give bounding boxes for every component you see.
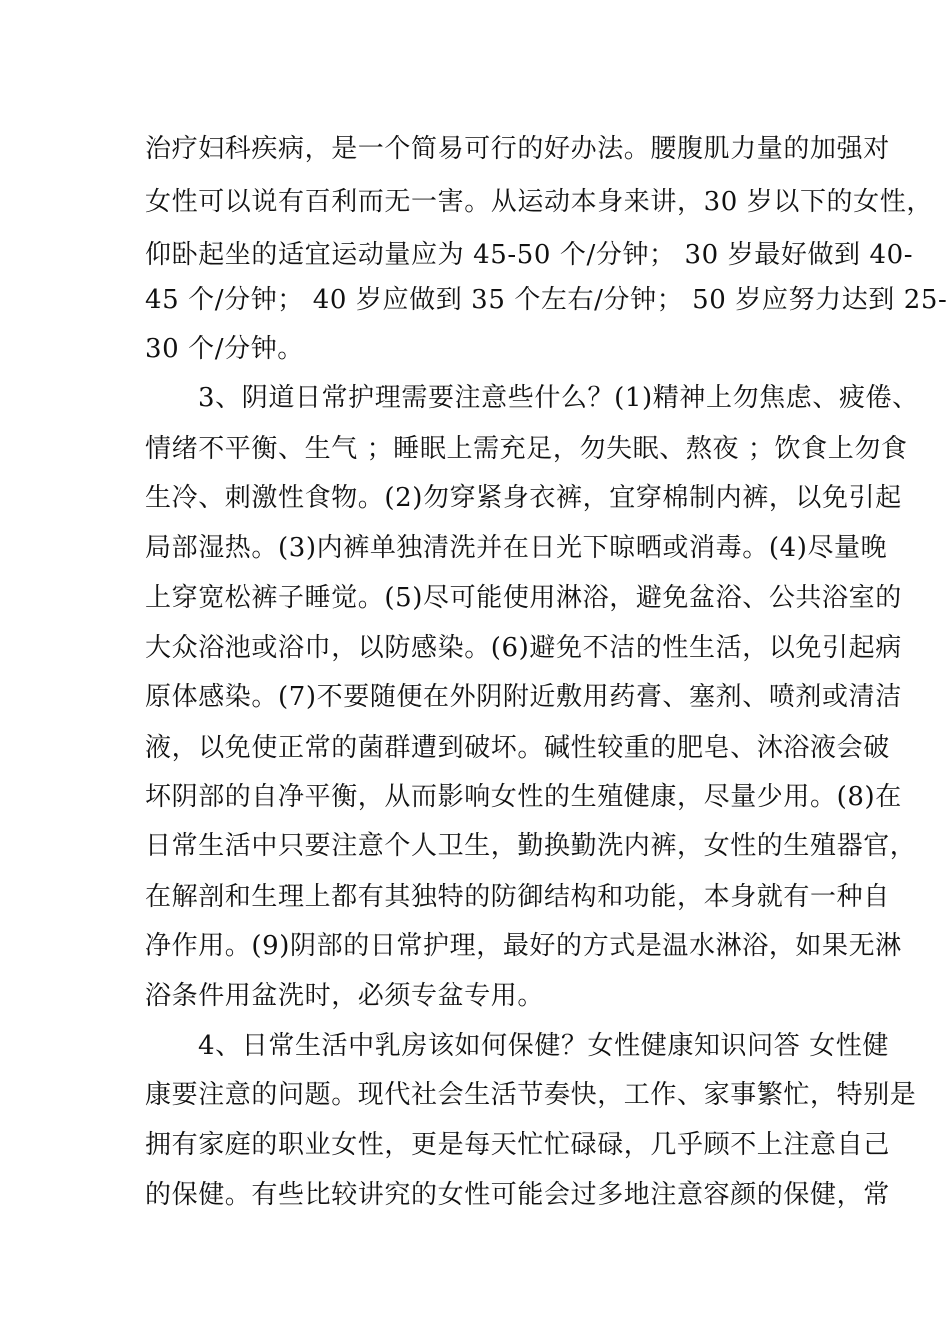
text-line: 净作用。(9)阴部的日常护理，最好的方式是温水淋浴，如果无淋 [145,931,902,961]
text-line: 日常生活中只要注意个人卫生，勤换勤洗内裤，女性的生殖器官， [145,831,917,861]
text-line: 在解剖和生理上都有其独特的防御结构和功能，本身就有一种自 [145,882,890,912]
text-line: 30 个/分钟。 [145,334,304,364]
text-line: 浴条件用盆洗时，必须专盆专用。 [145,981,545,1011]
text-line: 康要注意的问题。现代社会生活节奏快，工作、家事繁忙，特别是 [145,1080,917,1110]
text-line: 情绪不平衡、生气 ；睡眠上需充足，勿失眠、熬夜 ；饮食上勿食 [145,434,908,464]
text-line: 上穿宽松裤子睡觉。(5)尽可能使用淋浴，避免盆浴、公共浴室的 [145,583,902,613]
text-line: 女性可以说有百利而无一害。从运动本身来讲，30 岁以下的女性， [145,187,933,217]
text-line: 的保健。有些比较讲究的女性可能会过多地注意容颜的保健，常 [145,1180,890,1210]
text-line: 坏阴部的自净平衡，从而影响女性的生殖健康，尽量少用。(8)在 [145,782,902,812]
text-line: 局部湿热。(3)内裤单独清洗并在日光下晾晒或消毒。(4)尽量晚 [145,533,888,563]
text-line: 液，以免使正常的菌群遭到破坏。碱性较重的肥皂、沐浴液会破 [145,733,890,763]
text-line: 原体感染。(7)不要随便在外阴附近敷用药膏、塞剂、喷剂或清洁 [145,682,902,712]
text-line: 治疗妇科疾病，是一个简易可行的好办法。腰腹肌力量的加强对 [145,134,890,164]
text-line: 大众浴池或浴巾，以防感染。(6)避免不洁的性生活，以免引起病 [145,633,902,663]
text-line: 生冷、刺激性食物。(2)勿穿紧身衣裤，宜穿棉制内裤，以免引起 [145,483,902,513]
paragraph-start-line: 4、日常生活中乳房该如何保健？女性健康知识问答 女性健 [198,1031,890,1061]
text-line: 仰卧起坐的适宜运动量应为 45-50 个/分钟； 30 岁最好做到 40- [145,240,914,270]
paragraph-start-line: 3、阴道日常护理需要注意些什么？(1)精神上勿焦虑、疲倦、 [198,383,919,413]
text-line: 45 个/分钟； 40 岁应做到 35 个左右/分钟； 50 岁应努力达到 25- [145,285,948,315]
text-line: 拥有家庭的职业女性，更是每天忙忙碌碌，几乎顾不上注意自己 [145,1130,890,1160]
